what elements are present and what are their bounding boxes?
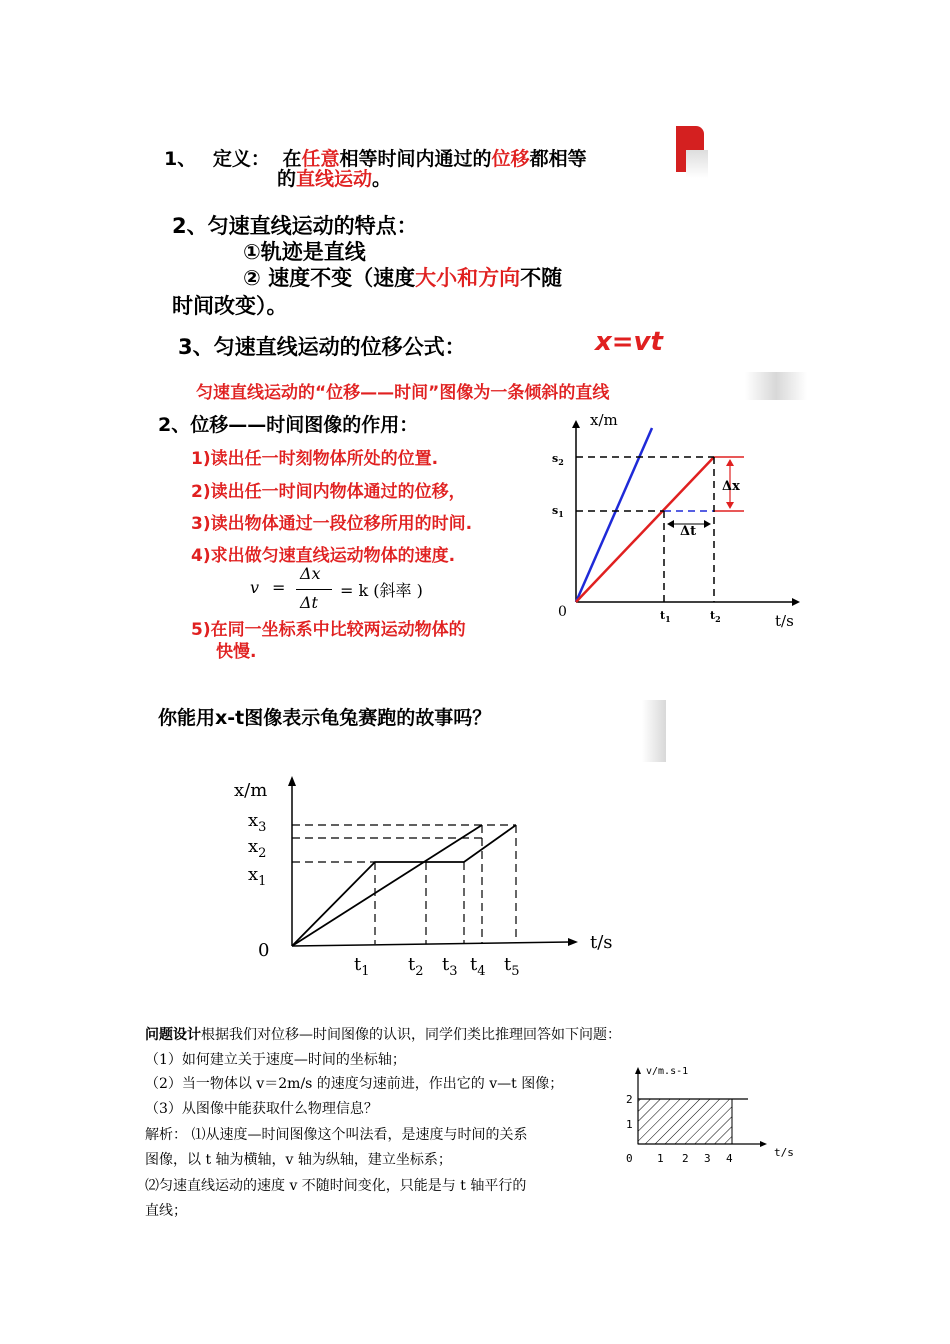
dt-label: Δt (680, 524, 697, 539)
y-axis-arrow (572, 420, 580, 428)
y-tick-x1: $x_1$ (248, 864, 267, 889)
definition-line-1: 1、 定义： 在任意相等时间内通过的位移都相等 (164, 148, 587, 170)
features-title: 2、匀速直线运动的特点： (172, 214, 418, 238)
answer-1b: 图像，以 t 轴为横轴，v 轴为纵轴，建立坐标系； (145, 1152, 452, 1168)
x-tick-1: 1 (657, 1152, 664, 1165)
ylabel: x/m (590, 411, 618, 429)
answer-1a: 解析： ⑴从速度—时间图像这个叫法看，是速度与时间的关系 (145, 1127, 528, 1143)
feature-item-1: ①轨迹是直线 (243, 240, 366, 264)
t1-label: $t_1$ (660, 609, 671, 624)
origin-label: 0 (558, 604, 567, 620)
xt-usage-title: 2、位移——时间图像的作用： (158, 414, 419, 436)
x-axis (292, 942, 570, 946)
y-tick-x2: $x_2$ (248, 836, 267, 861)
xt-banner: 匀速直线运动的“位移——时间”图像为一条倾斜的直线 (196, 383, 610, 403)
feature-item-2-cont: 时间改变）。 (172, 294, 288, 318)
x-tick-3: 3 (704, 1152, 711, 1165)
xlabel: t/s (590, 932, 613, 953)
t2-label: $t_2$ (710, 609, 721, 624)
decor-gray-fade (686, 150, 708, 178)
formula-title: 3、匀速直线运动的位移公式： (178, 335, 466, 359)
x-tick-0: 0 (626, 1152, 633, 1165)
x-tick-t1: $t_1$ (354, 954, 370, 979)
dx-label: Δx (722, 479, 740, 494)
definition-line-2: 的直线运动。 (277, 168, 392, 190)
xt-item-3: 3)读出物体通过一段位移所用的时间. (191, 514, 473, 534)
xt-item-2: 2)读出任一时间内物体通过的位移， (191, 482, 466, 502)
decor-race-fade (642, 700, 666, 762)
y-tick-x3: $x_3$ (248, 810, 267, 835)
answer-2b: 直线； (145, 1203, 187, 1219)
xt-graph-two-lines (540, 404, 810, 634)
xt-item-1: 1)读出任一时刻物体所处的位置. (191, 449, 439, 469)
decor-banner-fade (745, 372, 807, 400)
s2-label: $s_2$ (552, 452, 564, 467)
xt-item-4: 4)求出做匀速直线运动物体的速度. (191, 546, 456, 566)
vt-graph (612, 1058, 812, 1170)
problem-intro: 问题设计根据我们对位移—时间图像的认识，同学们类比推理回答如下问题： (145, 1027, 621, 1043)
ylabel: x/m (234, 780, 268, 801)
question-3: （3）从图像中能获取什么物理信息？ (145, 1101, 378, 1117)
s1-label: $s_1$ (552, 504, 564, 519)
y-tick-2: 2 (626, 1093, 633, 1106)
x-tick-2: 2 (682, 1152, 689, 1165)
hatched-area (638, 1099, 732, 1144)
race-question: 你能用x-t图像表示龟兔赛跑的故事吗？ (158, 707, 492, 729)
answer-2a: ⑵匀速直线运动的速度 v 不随时间变化，只能是与 t 轴平行的 (145, 1178, 527, 1194)
xt-item-5: 5)在同一坐标系中比较两运动物体的 (191, 620, 466, 640)
y-axis-arrow (288, 776, 296, 786)
race-xt-graph (220, 766, 640, 986)
x-tick-t3: $t_3$ (442, 954, 458, 979)
blue-line (576, 428, 652, 602)
slope-equation: v = Δx Δt = k (斜率 ) (250, 564, 423, 612)
x-tick-4: 4 (726, 1152, 733, 1165)
x-axis-arrow (568, 938, 578, 946)
feature-item-2: ② 速度不变（速度大小和方向不随 (243, 266, 563, 290)
x-tick-t4: $t_4$ (470, 954, 486, 979)
x-tick-t5: $t_5$ (504, 954, 520, 979)
ylabel: v/m.s-1 (646, 1066, 689, 1077)
tortoise-line (292, 825, 482, 946)
formula-xvt: x=vt (595, 327, 663, 357)
question-2: （2）当一物体以 v＝2m/s 的速度匀速前进，作出它的 v—t 图像； (145, 1076, 564, 1092)
origin-label: 0 (258, 940, 270, 961)
xlabel: t/s (775, 612, 794, 630)
xlabel: t/s (774, 1146, 794, 1159)
xt-item-5-cont: 快慢. (216, 642, 257, 662)
x-axis-arrow (792, 598, 800, 606)
question-1: （1）如何建立关于速度—时间的坐标轴； (145, 1052, 406, 1068)
x-tick-t2: $t_2$ (408, 954, 424, 979)
y-tick-1: 1 (626, 1118, 633, 1131)
